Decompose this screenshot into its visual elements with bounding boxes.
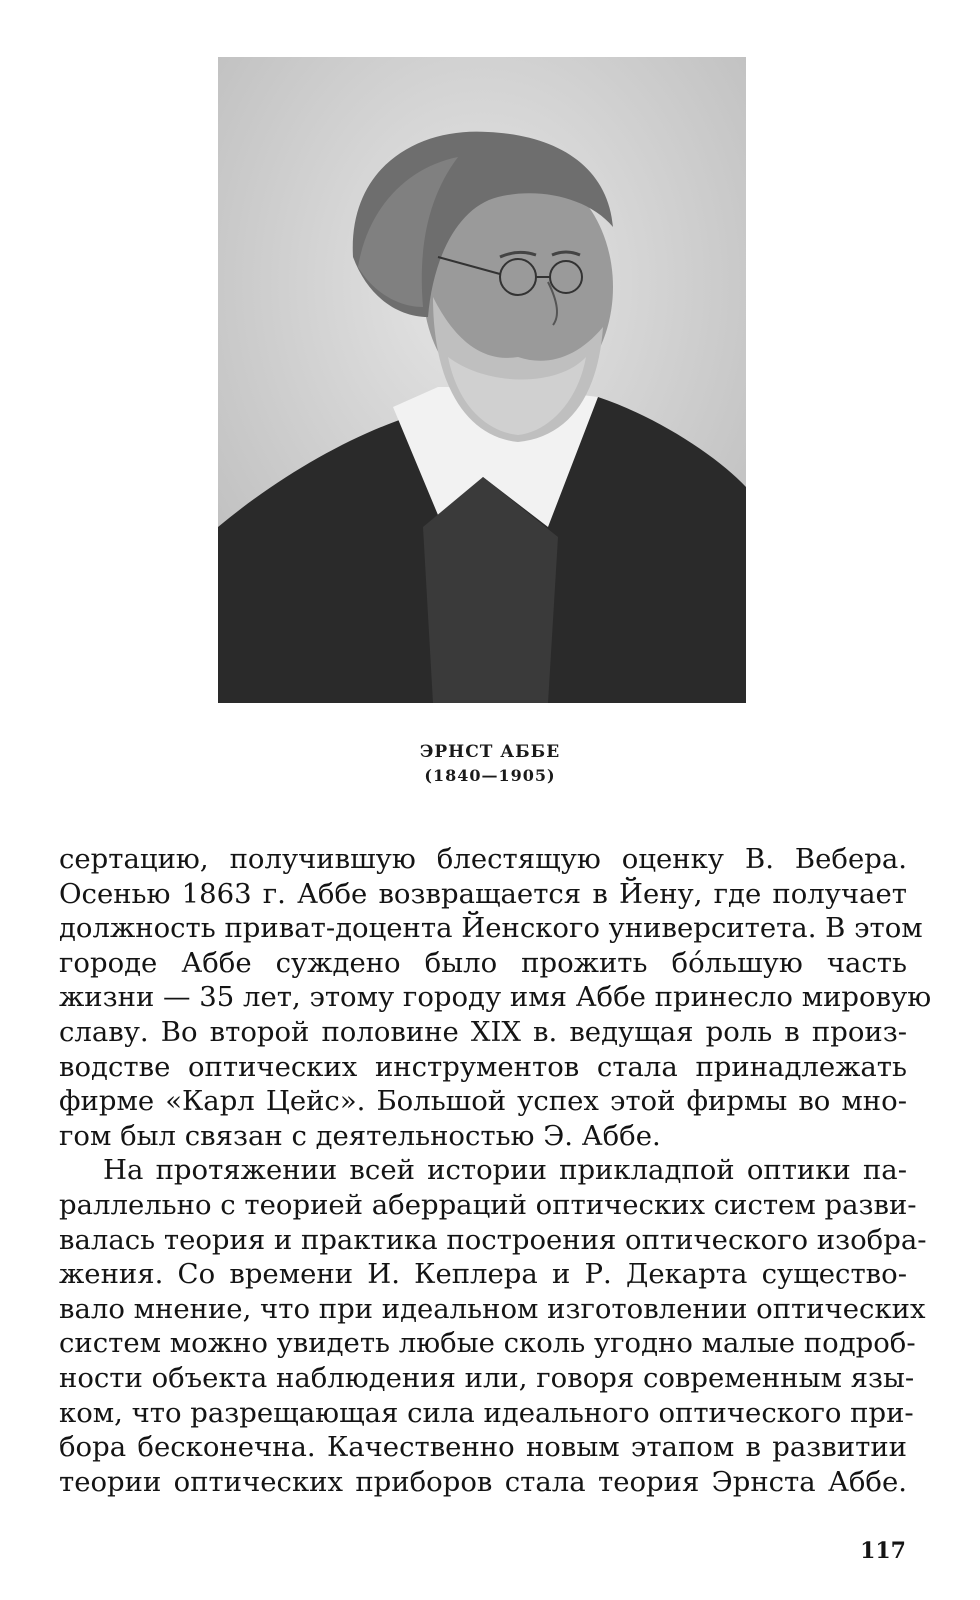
text-line: ности объекта наблюдения или, говоря современным язы- xyxy=(59,1361,915,1394)
text-line: должность приват-доцента Йенского университета. В этом xyxy=(59,912,923,945)
text-line: гом был связан с деятельностью Э. Аббе. xyxy=(59,1119,661,1152)
text-line: славу. Во второй половине XIX в. ведущая роль в произ- xyxy=(59,1015,907,1048)
text-line: систем можно увидеть любые сколь угодно малые подроб- xyxy=(59,1327,916,1360)
text-line: ком, что разрещающая сила идеального оптического при- xyxy=(59,1396,914,1429)
portrait-icon xyxy=(218,57,746,703)
portrait-photo xyxy=(218,57,746,703)
text-line: жизни — 35 лет, этому городу имя Аббе принесло мировую xyxy=(59,981,932,1014)
page-number: 117 xyxy=(860,1538,906,1564)
text-line: Осенью 1863 г. Аббе возвращается в Йену, где получает xyxy=(59,877,907,910)
text-line: вало мнение, что при идеальном изготовлении оптических xyxy=(59,1292,926,1325)
caption-years: (1840—1905) xyxy=(424,766,556,785)
text-line: водстве оптических инструментов стала принадлежать xyxy=(59,1050,907,1083)
caption-name: ЭРНСТ АББЕ xyxy=(419,742,561,762)
text-line: На протяжении всей истории прикладпой оптики па- xyxy=(103,1154,907,1187)
text-line: валась теория и практика построения оптического изобра- xyxy=(59,1223,927,1256)
text-line: раллельно с теорией аберраций оптических систем разви- xyxy=(59,1188,917,1221)
text-line: бора бесконечна. Качественно новым этапом в развитии xyxy=(59,1431,907,1464)
paragraph-1 xyxy=(59,842,932,1153)
text-line: городе Аббе суждено было прожить бóльшую часть xyxy=(59,946,907,979)
text-line: сертацию, получившую блестящую оценку В. Вебера. xyxy=(59,843,907,875)
text-line: теории оптических приборов стала теория Эрнста Аббе. xyxy=(59,1465,907,1498)
text-line: жения. Со времени И. Кеплера и Р. Декарта существо- xyxy=(59,1258,907,1291)
paragraph-2 xyxy=(59,1153,927,1499)
body-text xyxy=(59,842,932,1499)
text-line: фирме «Карл Цейс». Большой успех этой фирмы во мно- xyxy=(59,1085,907,1118)
